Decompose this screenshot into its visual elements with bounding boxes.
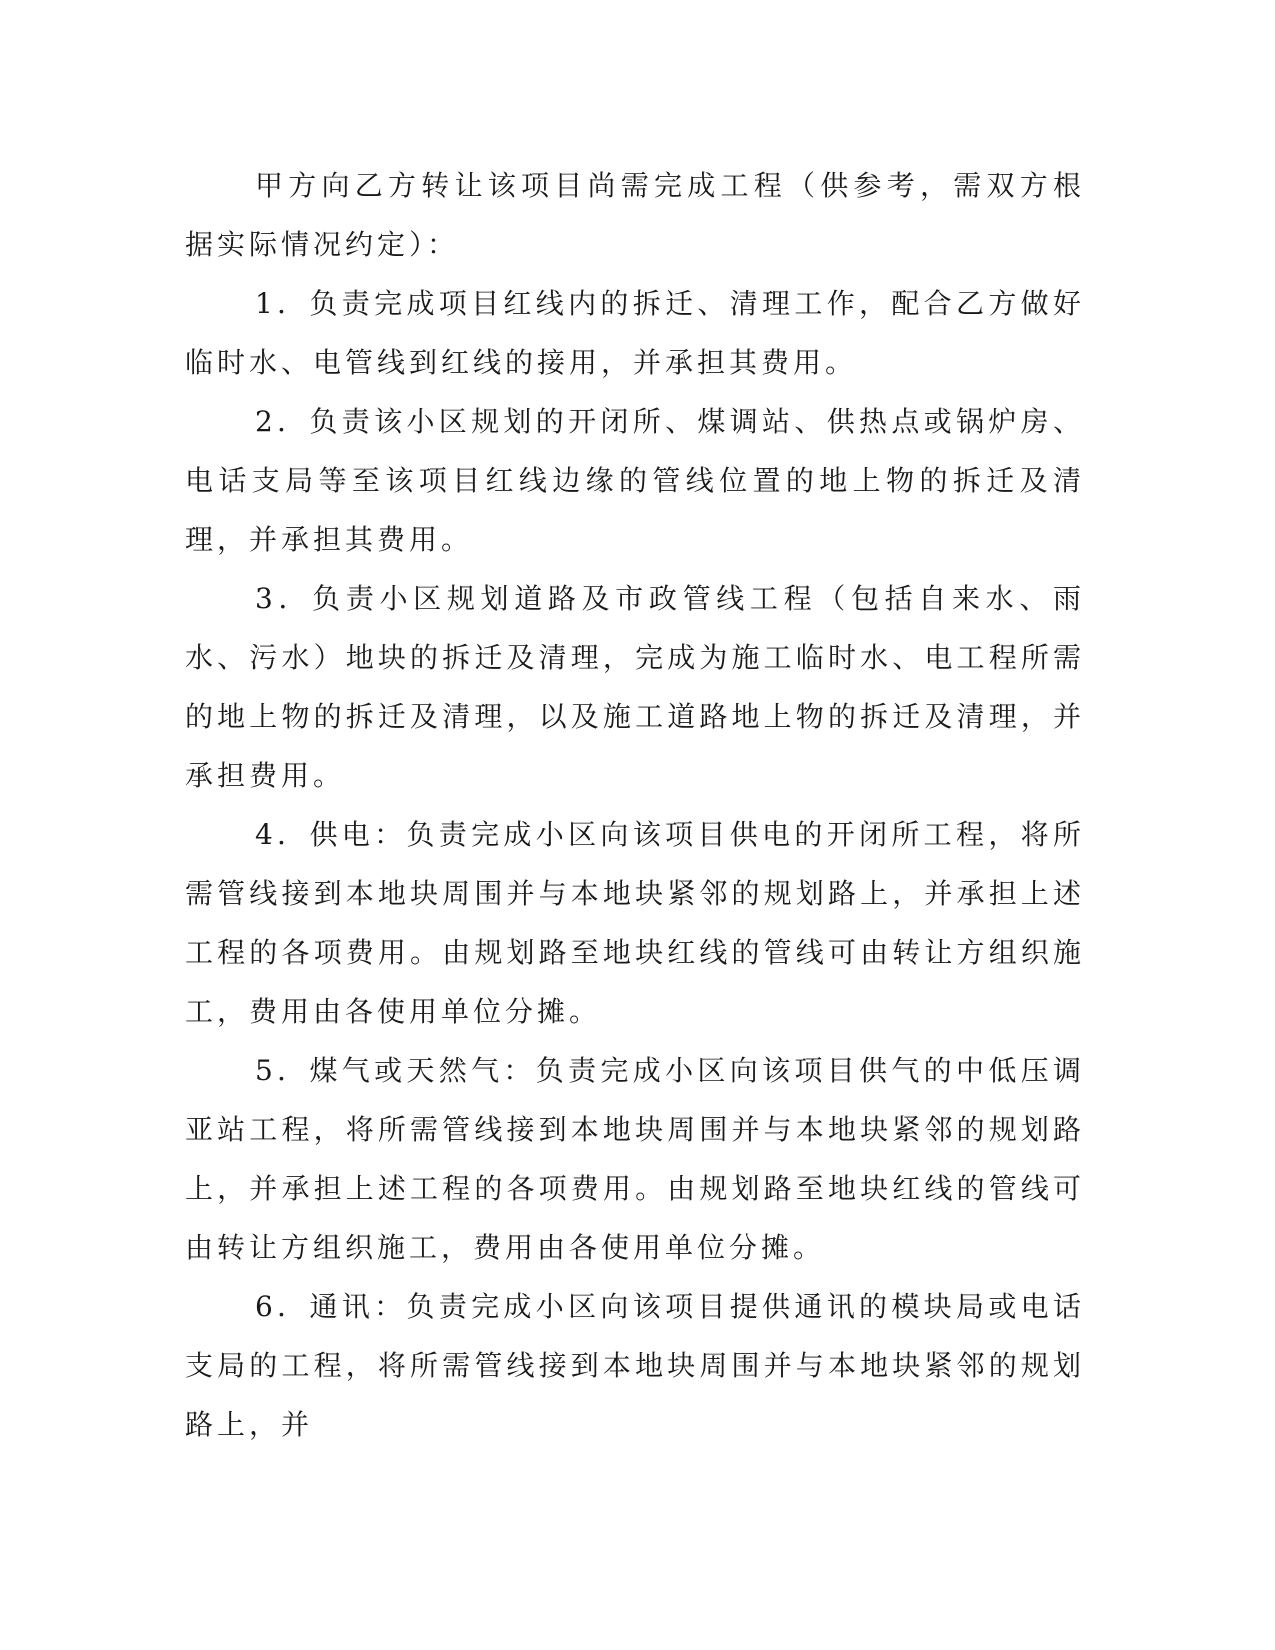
document-body [185,156,1085,1454]
item-paragraph-5: 5．煤气或天然气：负责完成小区向该项目供气的中低压调亚站工程，将所需管线接到本地块周围并与本地块紧邻的规划路上，并承担上述工程的各项费用。由规划路至地块红线的管线可由转让方组织施工，费用由各使用单位分摊。 [185,1054,1085,1264]
item-paragraph-2: 2．负责该小区规划的开闭所、煤调站、供热点或锅炉房、电话支局等至该项目红线边缘的管线位置的地上物的拆迁及清理，并承担其费用。 [185,405,1085,556]
item-paragraph-1: 1．负责完成项目红线内的拆迁、清理工作，配合乙方做好临时水、电管线到红线的接用，并承担其费用。 [185,287,1085,379]
item-paragraph-3: 3．负责小区规划道路及市政管线工程（包括自来水、雨水、污水）地块的拆迁及清理，完成为施工临时水、电工程所需的地上物的拆迁及清理，以及施工道路地上物的拆迁及清理，并承担费用。 [185,582,1085,792]
intro-paragraph: 甲方向乙方转让该项目尚需完成工程（供参考，需双方根据实际情况约定）： [185,169,1085,261]
item-paragraph-6: 6．通讯：负责完成小区向该项目提供通讯的模块局或电话支局的工程，将所需管线接到本地块周围并与本地块紧邻的规划路上，并 [185,1290,1085,1441]
item-paragraph-4: 4．供电：负责完成小区向该项目供电的开闭所工程，将所需管线接到本地块周围并与本地块紧邻的规划路上，并承担上述工程的各项费用。由规划路至地块红线的管线可由转让方组织施工，费用由各使用单位分摊。 [185,818,1085,1028]
